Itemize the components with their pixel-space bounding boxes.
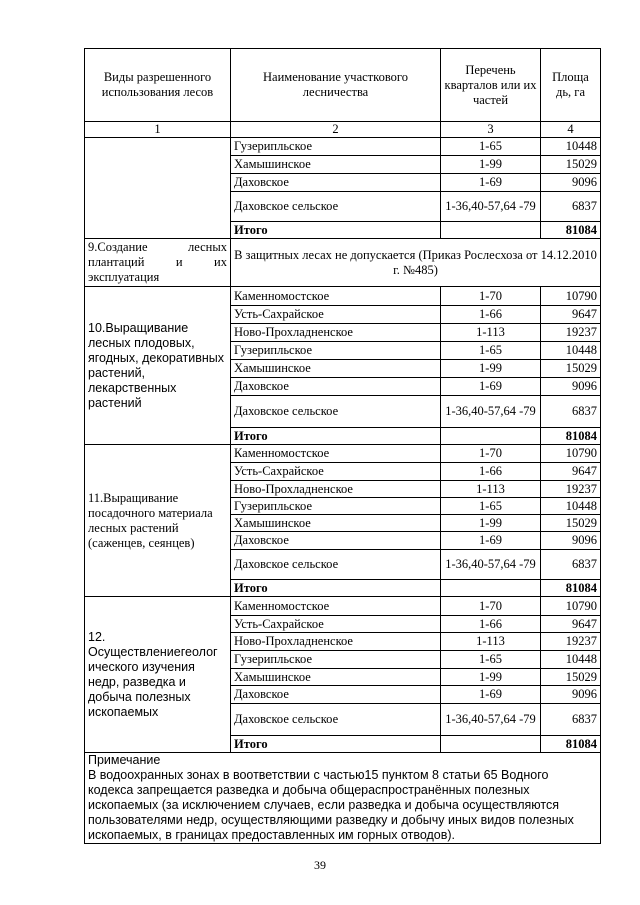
area: 9096 — [541, 686, 601, 704]
empty-cell — [441, 222, 541, 239]
area: 10448 — [541, 498, 601, 515]
quarters: 1-66 — [441, 463, 541, 481]
forestry-name: Каменномостское — [231, 287, 441, 306]
forestry-name: Даховское — [231, 532, 441, 550]
area: 6837 — [541, 550, 601, 580]
total-label: Итого — [231, 428, 441, 445]
forestry-name: Хамышинское — [231, 669, 441, 686]
forestry-name: Усть-Сахрайское — [231, 616, 441, 633]
header-kind-of-use: Виды разрешенного использования лесов — [85, 49, 231, 122]
quarters: 1-69 — [441, 686, 541, 704]
forestry-name: Хамышинское — [231, 156, 441, 174]
total-label: Итого — [231, 580, 441, 597]
page-number: 39 — [314, 858, 326, 872]
footnote-cell — [85, 753, 601, 844]
forestry-name: Даховское сельское — [231, 704, 441, 736]
kind-of-use-cell — [85, 138, 231, 239]
quarters: 1-36,40-57,64 -79 — [441, 550, 541, 580]
empty-cell — [441, 580, 541, 597]
quarters: 1-113 — [441, 324, 541, 342]
area: 15029 — [541, 360, 601, 378]
quarters: 1-65 — [441, 498, 541, 515]
total-label: Итого — [231, 736, 441, 753]
empty-cell — [441, 428, 541, 445]
forestry-name: Даховское — [231, 686, 441, 704]
quarters: 1-65 — [441, 342, 541, 360]
quarters: 1-69 — [441, 174, 541, 192]
total-value: 81084 — [541, 736, 601, 753]
forestry-name: Даховское — [231, 378, 441, 396]
area: 15029 — [541, 156, 601, 174]
quarters: 1-65 — [441, 138, 541, 156]
quarters: 1-69 — [441, 532, 541, 550]
footnote-title: Примечание — [88, 753, 161, 767]
forestry-name: Даховское сельское — [231, 192, 441, 222]
table-row — [85, 597, 601, 616]
quarters: 1-69 — [441, 378, 541, 396]
forestry-name: Усть-Сахрайское — [231, 463, 441, 481]
area: 9096 — [541, 174, 601, 192]
area: 10448 — [541, 138, 601, 156]
forestry-name: Даховское сельское — [231, 550, 441, 580]
quarters: 1-36,40-57,64 -79 — [441, 396, 541, 428]
column-number: 4 — [541, 122, 601, 138]
area: 9647 — [541, 616, 601, 633]
total-label: Итого — [231, 222, 441, 239]
forestry-name: Даховское сельское — [231, 396, 441, 428]
quarters: 1-66 — [441, 306, 541, 324]
column-number: 2 — [231, 122, 441, 138]
table-row — [85, 445, 601, 463]
quarters: 1-36,40-57,64 -79 — [441, 192, 541, 222]
quarters: 1-113 — [441, 633, 541, 651]
restriction-note: В защитных лесах не допускается (Приказ Рослесхоза от 14.12.2010 г. №485) — [231, 239, 601, 287]
header-quarters: Перечень кварталов или их частей — [441, 49, 541, 122]
forestry-name: Гузерипльское — [231, 498, 441, 515]
footnote-text: В водоохранных зонах в воответствии с частью15 пунктом 8 статьи 65 Водного кодекса запрещается разведка и добыча общераспространённых полезных ископаемых (за исключением случаев, если разведка и добыча осуществляются пользователями недр, осуществляющими разведку и добычу иных видов полезных ископаемых, в границах предоставленных им горных отводов). — [88, 768, 574, 842]
area: 10448 — [541, 651, 601, 669]
forestry-name: Каменномостское — [231, 597, 441, 616]
area: 9096 — [541, 378, 601, 396]
footnote-row — [85, 753, 601, 844]
column-number-row — [85, 122, 601, 138]
table-row — [85, 138, 601, 156]
total-value: 81084 — [541, 222, 601, 239]
quarters: 1-113 — [441, 481, 541, 498]
table-row — [85, 239, 601, 287]
forestry-name: Хамышинское — [231, 360, 441, 378]
forestry-name: Ново-Прохладненское — [231, 481, 441, 498]
forestry-name: Хамышинское — [231, 515, 441, 532]
quarters: 1-70 — [441, 597, 541, 616]
table-row — [85, 287, 601, 306]
area: 9647 — [541, 306, 601, 324]
header-area: Площа дь, га — [541, 49, 601, 122]
quarters: 1-70 — [441, 287, 541, 306]
kind-of-use-11: 11.Выращивание посадочного материала лесных растений (саженцев, сеянцев) — [85, 445, 231, 597]
kind-of-use-12: 12. Осуществлениегеолог ического изучения недр, разведка и добыча полезных ископаемых — [85, 597, 231, 753]
quarters: 1-66 — [441, 616, 541, 633]
header-forestry-name: Наименование участкового лесничества — [231, 49, 441, 122]
area: 15029 — [541, 669, 601, 686]
total-value: 81084 — [541, 580, 601, 597]
area: 6837 — [541, 396, 601, 428]
quarters: 1-99 — [441, 156, 541, 174]
kind-of-use-10: 10.Выращивание лесных плодовых, ягодных, декоративных растений, лекарственных растений — [85, 287, 231, 445]
forestry-name: Каменномостское — [231, 445, 441, 463]
quarters: 1-99 — [441, 515, 541, 532]
forestry-name: Гузерипльское — [231, 138, 441, 156]
area: 10448 — [541, 342, 601, 360]
forestry-name: Даховское — [231, 174, 441, 192]
land-use-table — [84, 48, 601, 844]
area: 10790 — [541, 287, 601, 306]
quarters: 1-36,40-57,64 -79 — [441, 704, 541, 736]
quarters: 1-99 — [441, 669, 541, 686]
quarters: 1-70 — [441, 445, 541, 463]
empty-cell — [441, 736, 541, 753]
area: 19237 — [541, 481, 601, 498]
header-row — [85, 49, 601, 122]
area: 15029 — [541, 515, 601, 532]
column-number: 1 — [85, 122, 231, 138]
forestry-name: Усть-Сахрайское — [231, 306, 441, 324]
area: 19237 — [541, 633, 601, 651]
total-value: 81084 — [541, 428, 601, 445]
area: 6837 — [541, 192, 601, 222]
area: 9647 — [541, 463, 601, 481]
area: 10790 — [541, 445, 601, 463]
column-number: 3 — [441, 122, 541, 138]
forestry-name: Ново-Прохладненское — [231, 324, 441, 342]
quarters: 1-65 — [441, 651, 541, 669]
area: 9096 — [541, 532, 601, 550]
quarters: 1-99 — [441, 360, 541, 378]
forestry-name: Гузерипльское — [231, 651, 441, 669]
forestry-name: Гузерипльское — [231, 342, 441, 360]
forestry-name: Ново-Прохладненское — [231, 633, 441, 651]
area: 6837 — [541, 704, 601, 736]
area: 10790 — [541, 597, 601, 616]
area: 19237 — [541, 324, 601, 342]
kind-of-use-9: 9.Создание лесных плантаций и их эксплуатация — [85, 239, 231, 287]
